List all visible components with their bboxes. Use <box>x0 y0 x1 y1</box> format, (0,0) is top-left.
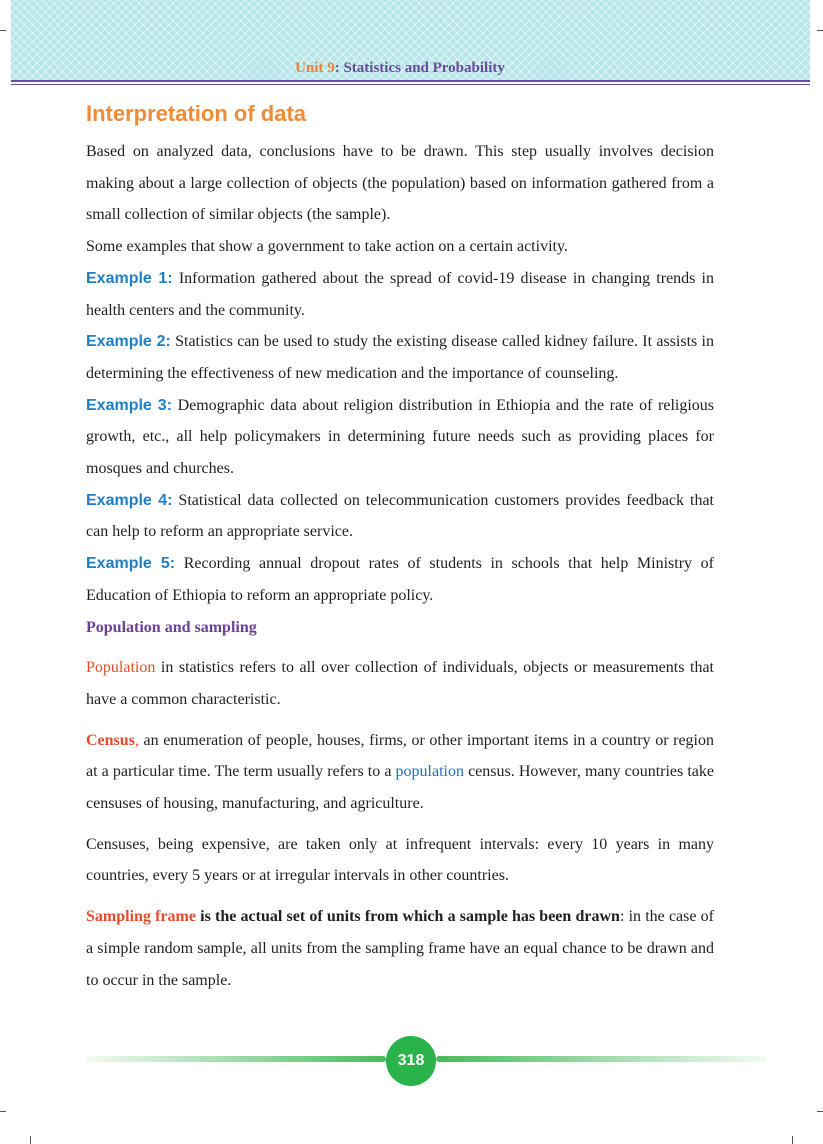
example-label: Example 5: <box>86 555 176 573</box>
examples-lead: Some examples that show a government to take action on a certain activity. <box>86 238 568 256</box>
header-rule <box>11 84 810 85</box>
example-4 <box>86 485 714 548</box>
sampling-frame-text: : in the case of a simple random sample, all units from the sampling frame have an equal chance to be drawn and to occur in the sample. <box>86 908 715 989</box>
crop-mark <box>817 30 823 31</box>
census-text-1: an enumeration of people, houses, firms, or other important items in a country or region at a particular time. The term usually refers to a <box>86 731 714 781</box>
example-text: Statistical data collected on telecommunication customers provides feedback that can help to reform an appropriate service. <box>86 491 714 541</box>
population-heading: Population and sampling <box>86 618 257 636</box>
unit-number: Unit 9 <box>295 60 335 76</box>
population-text: in statistics refers to all over collection of individuals, objects or measurements that have a common characteristic. <box>86 659 714 708</box>
population-paragraph <box>86 652 714 715</box>
example-3 <box>86 390 714 485</box>
example-2 <box>86 326 714 389</box>
example-label: Example 2: <box>86 333 171 351</box>
census-text-2: census. However, many countries take censuses of housing, manufacturing, and agriculture. <box>86 763 715 813</box>
census-comma: , <box>134 731 139 749</box>
unit-title <box>0 60 800 77</box>
crop-mark <box>30 1136 31 1144</box>
footer-bar-right <box>436 1056 766 1062</box>
example-label: Example 3: <box>86 396 173 414</box>
sampling-frame-term: Sampling frame <box>86 908 196 926</box>
footer-bar-left <box>86 1056 386 1062</box>
crop-mark <box>792 1136 793 1144</box>
page-number-badge: 318 <box>386 1036 436 1086</box>
example-text: Recording annual dropout rates of students in schools that help Ministry of Education of Ethiopia to reform an appropriate policy. <box>86 555 714 604</box>
example-text: Demographic data about religion distribution in Ethiopia and the rate of religious growth, etc., all help policymakers in determining future needs such as providing places for mosques and churches. <box>86 396 715 478</box>
section-title: Interpretation of data <box>86 101 307 126</box>
sampling-frame-paragraph <box>86 901 714 996</box>
censuses-paragraph: Censuses, being expensive, are taken only at infrequent intervals: every 10 years in many countries, every 5 years or at irregular intervals in other countries. <box>86 835 714 885</box>
header-rule <box>11 80 810 82</box>
example-text: Information gathered about the spread of covid-19 disease in changing trends in health centers and the community. <box>86 269 715 319</box>
example-label: Example 1: <box>86 269 173 287</box>
example-label: Example 4: <box>86 491 173 509</box>
crop-mark <box>0 1111 6 1112</box>
example-1 <box>86 263 714 326</box>
crop-mark <box>817 1111 823 1112</box>
example-text: Statistics can be used to study the existing disease called kidney failure. It assists in determining the effectiveness of new medication and the importance of counseling. <box>86 333 714 382</box>
census-paragraph <box>86 725 714 820</box>
unit-separator: : <box>334 60 340 76</box>
unit-subject: Statistics and Probability <box>339 60 505 76</box>
census-term: Census <box>86 731 135 749</box>
intro-paragraph: Based on analyzed data, conclusions have to be drawn. This step usually involves decision making about a large collection of objects (the population) based on information gathered from a small collection of similar objects (the sample). <box>86 143 714 224</box>
crop-mark <box>0 30 6 31</box>
page-content <box>86 100 714 996</box>
example-5 <box>86 548 714 611</box>
sampling-frame-bold: is the actual set of units from which a sample has been drawn <box>195 908 620 926</box>
population-term: Population <box>86 659 156 677</box>
population-link[interactable]: population <box>395 763 464 781</box>
